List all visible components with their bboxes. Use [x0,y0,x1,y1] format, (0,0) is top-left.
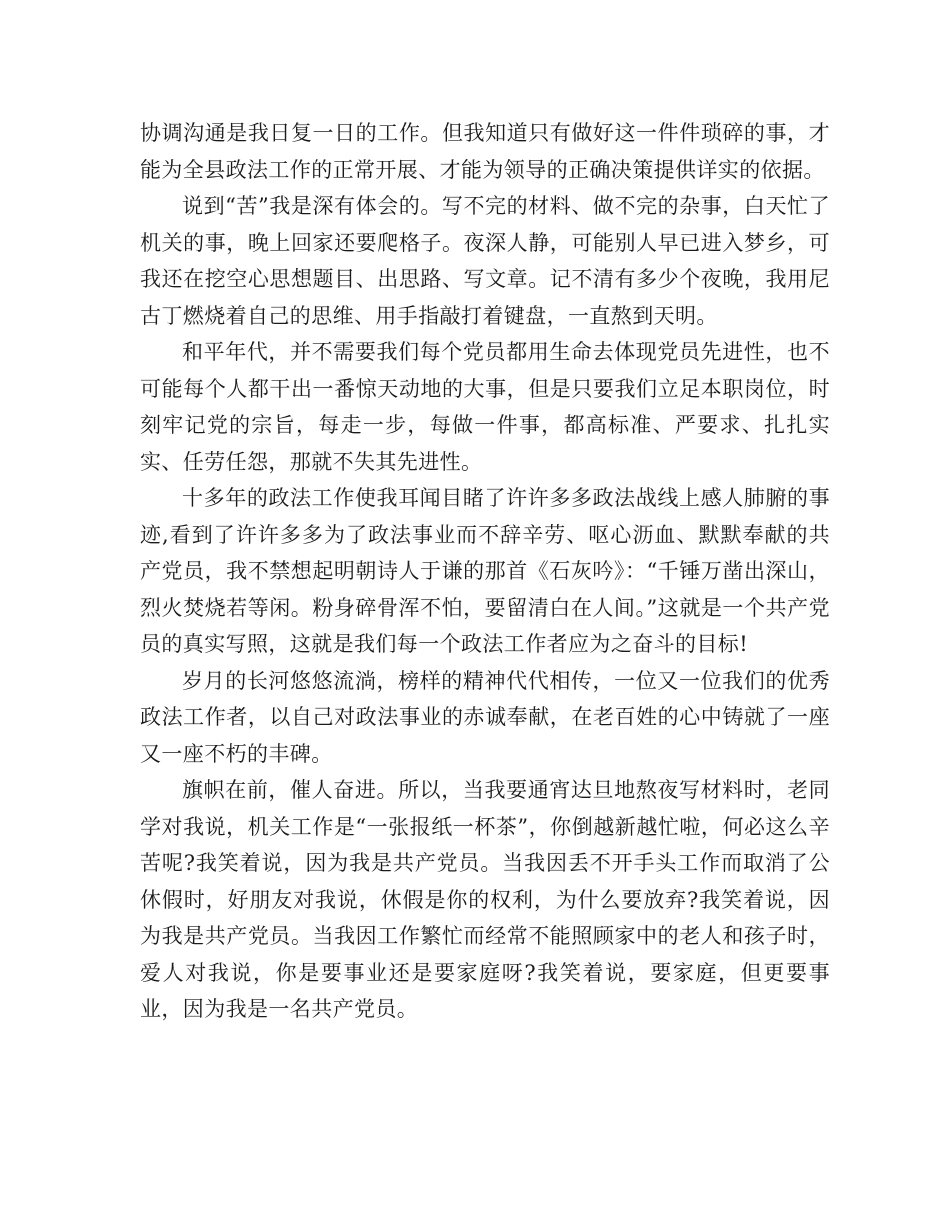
document-body [140,115,830,1028]
paragraph-3: 和平年代，并不需要我们每个党员都用生命去体现党员先进性，也不可能每个人都干出一番惊天动地的大事，但是只要我们立足本职岗位，时刻牢记党的宗旨，每走一步，每做一件事，都高标准、严要求、扎扎实实、任劳任怨，那就不失其先进性。 [140,340,830,474]
paragraph-5: 岁月的长河悠悠流淌，榜样的精神代代相传，一位又一位我们的优秀政法工作者，以自己对政法事业的赤诚奉献，在老百姓的心中铸就了一座又一座不朽的丰碑。 [140,668,830,766]
paragraph-1: 协调沟通是我日复一日的工作。但我知道只有做好这一件件琐碎的事，才能为全县政法工作的正常开展、才能为领导的正确决策提供详实的依据。 [140,121,830,182]
paragraph-6: 旗帜在前，催人奋进。所以，当我要通宵达旦地熬夜写材料时，老同学对我说，机关工作是“一张报纸一杯茶”，你倒越新越忙啦，何必这么辛苦呢?我笑着说，因为我是共产党员。当我因丢不开手头工作而取消了公休假时，好朋友对我说，休假是你的权利，为什么要放弃?我笑着说，因为我是共产党员。当我因工作繁忙而经常不能照顾家中的老人和孩子时，爱人对我说，你是要事业还是要家庭呀?我笑着说，要家庭，但更要事业，因为我是一名共产党员。 [140,778,830,1021]
paragraph-2: 说到“苦”我是深有体会的。写不完的材料、做不完的杂事，白天忙了机关的事，晚上回家还要爬格子。夜深人静，可能别人早已进入梦乡，可我还在挖空心思想题目、出思路、写文章。记不清有多少个夜晚，我用尼古丁燃烧着自己的思维、用手指敲打着键盘，一直熬到天明。 [140,194,830,328]
paragraph-4: 十多年的政法工作使我耳闻目睹了许许多多政法战线上感人肺腑的事迹,看到了许许多多为了政法事业而不辞辛劳、呕心沥血、默默奉献的共产党员，我不禁想起明朝诗人于谦的那首《石灰吟》：“千锤万凿出深山，烈火焚烧若等闲。粉身碎骨浑不怕，要留清白在人间。”这就是一个共产党员的真实写照，这就是我们每一个政法工作者应为之奋斗的目标! [140,486,830,656]
